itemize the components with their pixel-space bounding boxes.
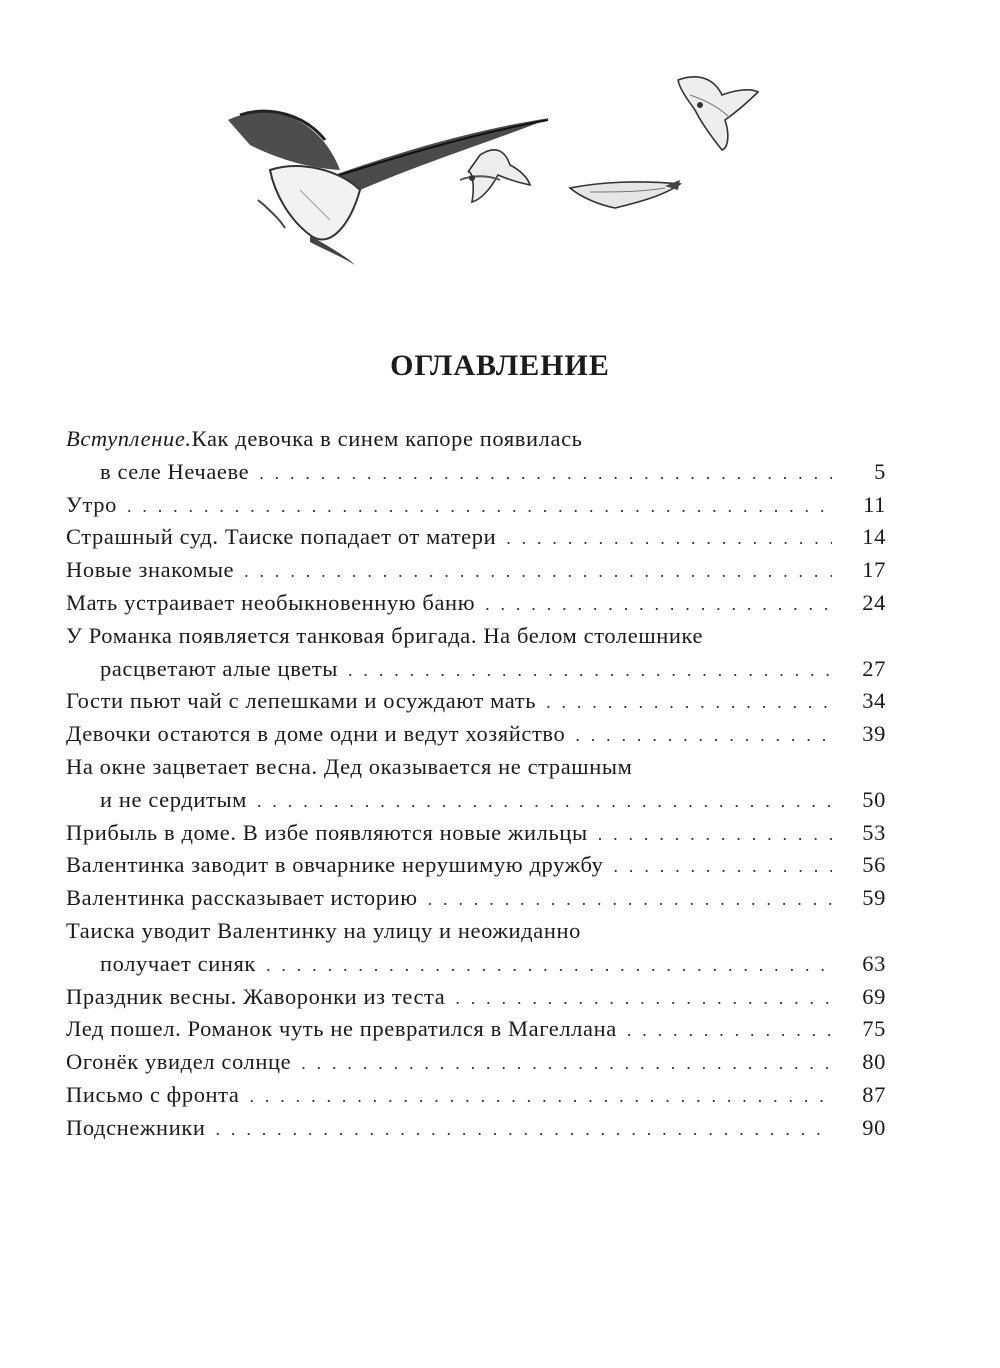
toc-page-number: 69	[862, 983, 886, 1009]
toc-entry-title: и не сердитым	[100, 786, 247, 812]
toc-entry-title: Прибыль в доме. В избе появляются новые жильцы	[66, 819, 588, 845]
dot-leader	[266, 949, 832, 982]
toc-page-number: 87	[862, 1081, 886, 1107]
toc-page-number: 63	[862, 950, 886, 976]
toc-page-number: 56	[862, 852, 886, 878]
toc-entry-line	[66, 718, 886, 751]
toc-entry-title: Письмо с фронта	[66, 1081, 240, 1107]
dot-leader	[348, 654, 832, 687]
toc-entry-title: Гости пьют чай с лепешками и осуждают мать	[66, 688, 537, 714]
toc-entry-line	[66, 1079, 886, 1112]
toc-entry-line	[66, 685, 886, 718]
toc-entry-line	[66, 784, 886, 817]
toc-entry-line	[66, 981, 886, 1014]
toc-entry-line	[66, 882, 886, 915]
large-bird-drawing	[228, 111, 550, 265]
toc-entry-title: Мать устраивает необыкновенную баню	[66, 589, 476, 615]
toc-entry-title: расцветают алые цветы	[100, 655, 339, 681]
toc-entry-line	[66, 423, 886, 456]
toc-entry-title: Лед пошел. Романок чуть не превратился в Магеллана	[66, 1016, 617, 1042]
toc-entry-line	[66, 849, 886, 882]
toc-page-number: 34	[862, 688, 886, 714]
toc-entry-prefix: Вступление.	[66, 426, 192, 451]
dot-leader	[301, 1047, 832, 1080]
toc-entry-line	[66, 521, 886, 554]
toc-page-number: 14	[862, 524, 886, 550]
dot-leader	[244, 555, 832, 588]
toc-entry-title: На окне зацветает весна. Дед оказывается не страшным	[66, 753, 633, 779]
toc-entry-title: Девочки остаются в доме одни и ведут хозяйство	[66, 721, 566, 747]
toc-entry-line	[66, 751, 886, 784]
toc-entry-title: Страшный суд. Таиске попадает от матери	[66, 524, 497, 550]
toc-page-number: 80	[862, 1049, 886, 1075]
toc-page-number: 27	[862, 655, 886, 681]
toc-entry-title: Валентинка заводит в овчарнике нерушимую дружбу	[66, 852, 604, 878]
toc-entry-title: Новые знакомые	[66, 557, 235, 583]
dot-leader	[428, 883, 832, 916]
toc-entry-title: Как девочка в синем капоре появилась	[191, 426, 583, 451]
dot-leader	[506, 522, 832, 555]
toc-entry-line	[66, 456, 886, 489]
dot-leader	[455, 982, 832, 1015]
flying-birds-illustration	[210, 60, 780, 280]
toc-page-number: 5	[874, 458, 886, 484]
toc-entry-line	[66, 915, 886, 948]
toc-entry-line	[66, 554, 886, 587]
toc-page-number: 90	[862, 1114, 886, 1140]
toc-entry-line	[66, 587, 886, 620]
toc-page-number: 50	[862, 786, 886, 812]
toc-entry-line	[66, 817, 886, 850]
dot-leader	[257, 785, 832, 818]
dot-leader	[575, 719, 832, 752]
dot-leader	[485, 588, 832, 621]
toc-entry-line	[66, 489, 886, 522]
dot-leader	[259, 457, 832, 490]
dot-leader	[627, 1014, 832, 1047]
toc-page-number: 53	[862, 819, 886, 845]
small-bird-drawing	[460, 150, 530, 202]
dot-leader	[127, 490, 832, 523]
toc-entry-line	[66, 620, 886, 653]
toc-page-number: 39	[862, 721, 886, 747]
toc-entry-line	[66, 1112, 886, 1145]
dot-leader	[546, 686, 832, 719]
toc-entry-title: Праздник весны. Жаворонки из теста	[66, 983, 446, 1009]
toc-entry-line	[66, 653, 886, 686]
toc-entry-title: Подснежники	[66, 1114, 206, 1140]
toc-entry-line	[66, 1013, 886, 1046]
toc-entry-title: получает синяк	[100, 950, 256, 976]
toc-entry-title: Огонёк увидел солнце	[66, 1049, 292, 1075]
dot-leader	[249, 1080, 832, 1113]
toc-page-number: 24	[862, 589, 886, 615]
toc-entry-line	[66, 948, 886, 981]
toc-page-number: 75	[862, 1016, 886, 1042]
top-bird-drawing	[678, 77, 758, 150]
table-of-contents	[66, 423, 886, 1145]
dot-leader	[216, 1113, 832, 1146]
toc-page-number: 11	[863, 491, 886, 517]
dot-leader	[598, 818, 832, 851]
toc-entry-title: Валентинка рассказывает историю	[66, 885, 418, 911]
toc-page-number: 59	[862, 885, 886, 911]
gliding-bird-drawing	[570, 180, 680, 208]
toc-entry-title: в селе Нечаеве	[100, 458, 250, 484]
toc-entry-title: Таиска уводит Валентинку на улицу и неожиданно	[66, 917, 581, 943]
toc-page-number: 17	[862, 557, 886, 583]
toc-entry-title: Утро	[66, 491, 117, 517]
dot-leader	[614, 850, 832, 883]
toc-entry-line	[66, 1046, 886, 1079]
toc-entry-title: У Романка появляется танковая бригада. На белом столешнике	[66, 622, 704, 648]
toc-title: ОГЛАВЛЕНИЕ	[390, 349, 610, 382]
